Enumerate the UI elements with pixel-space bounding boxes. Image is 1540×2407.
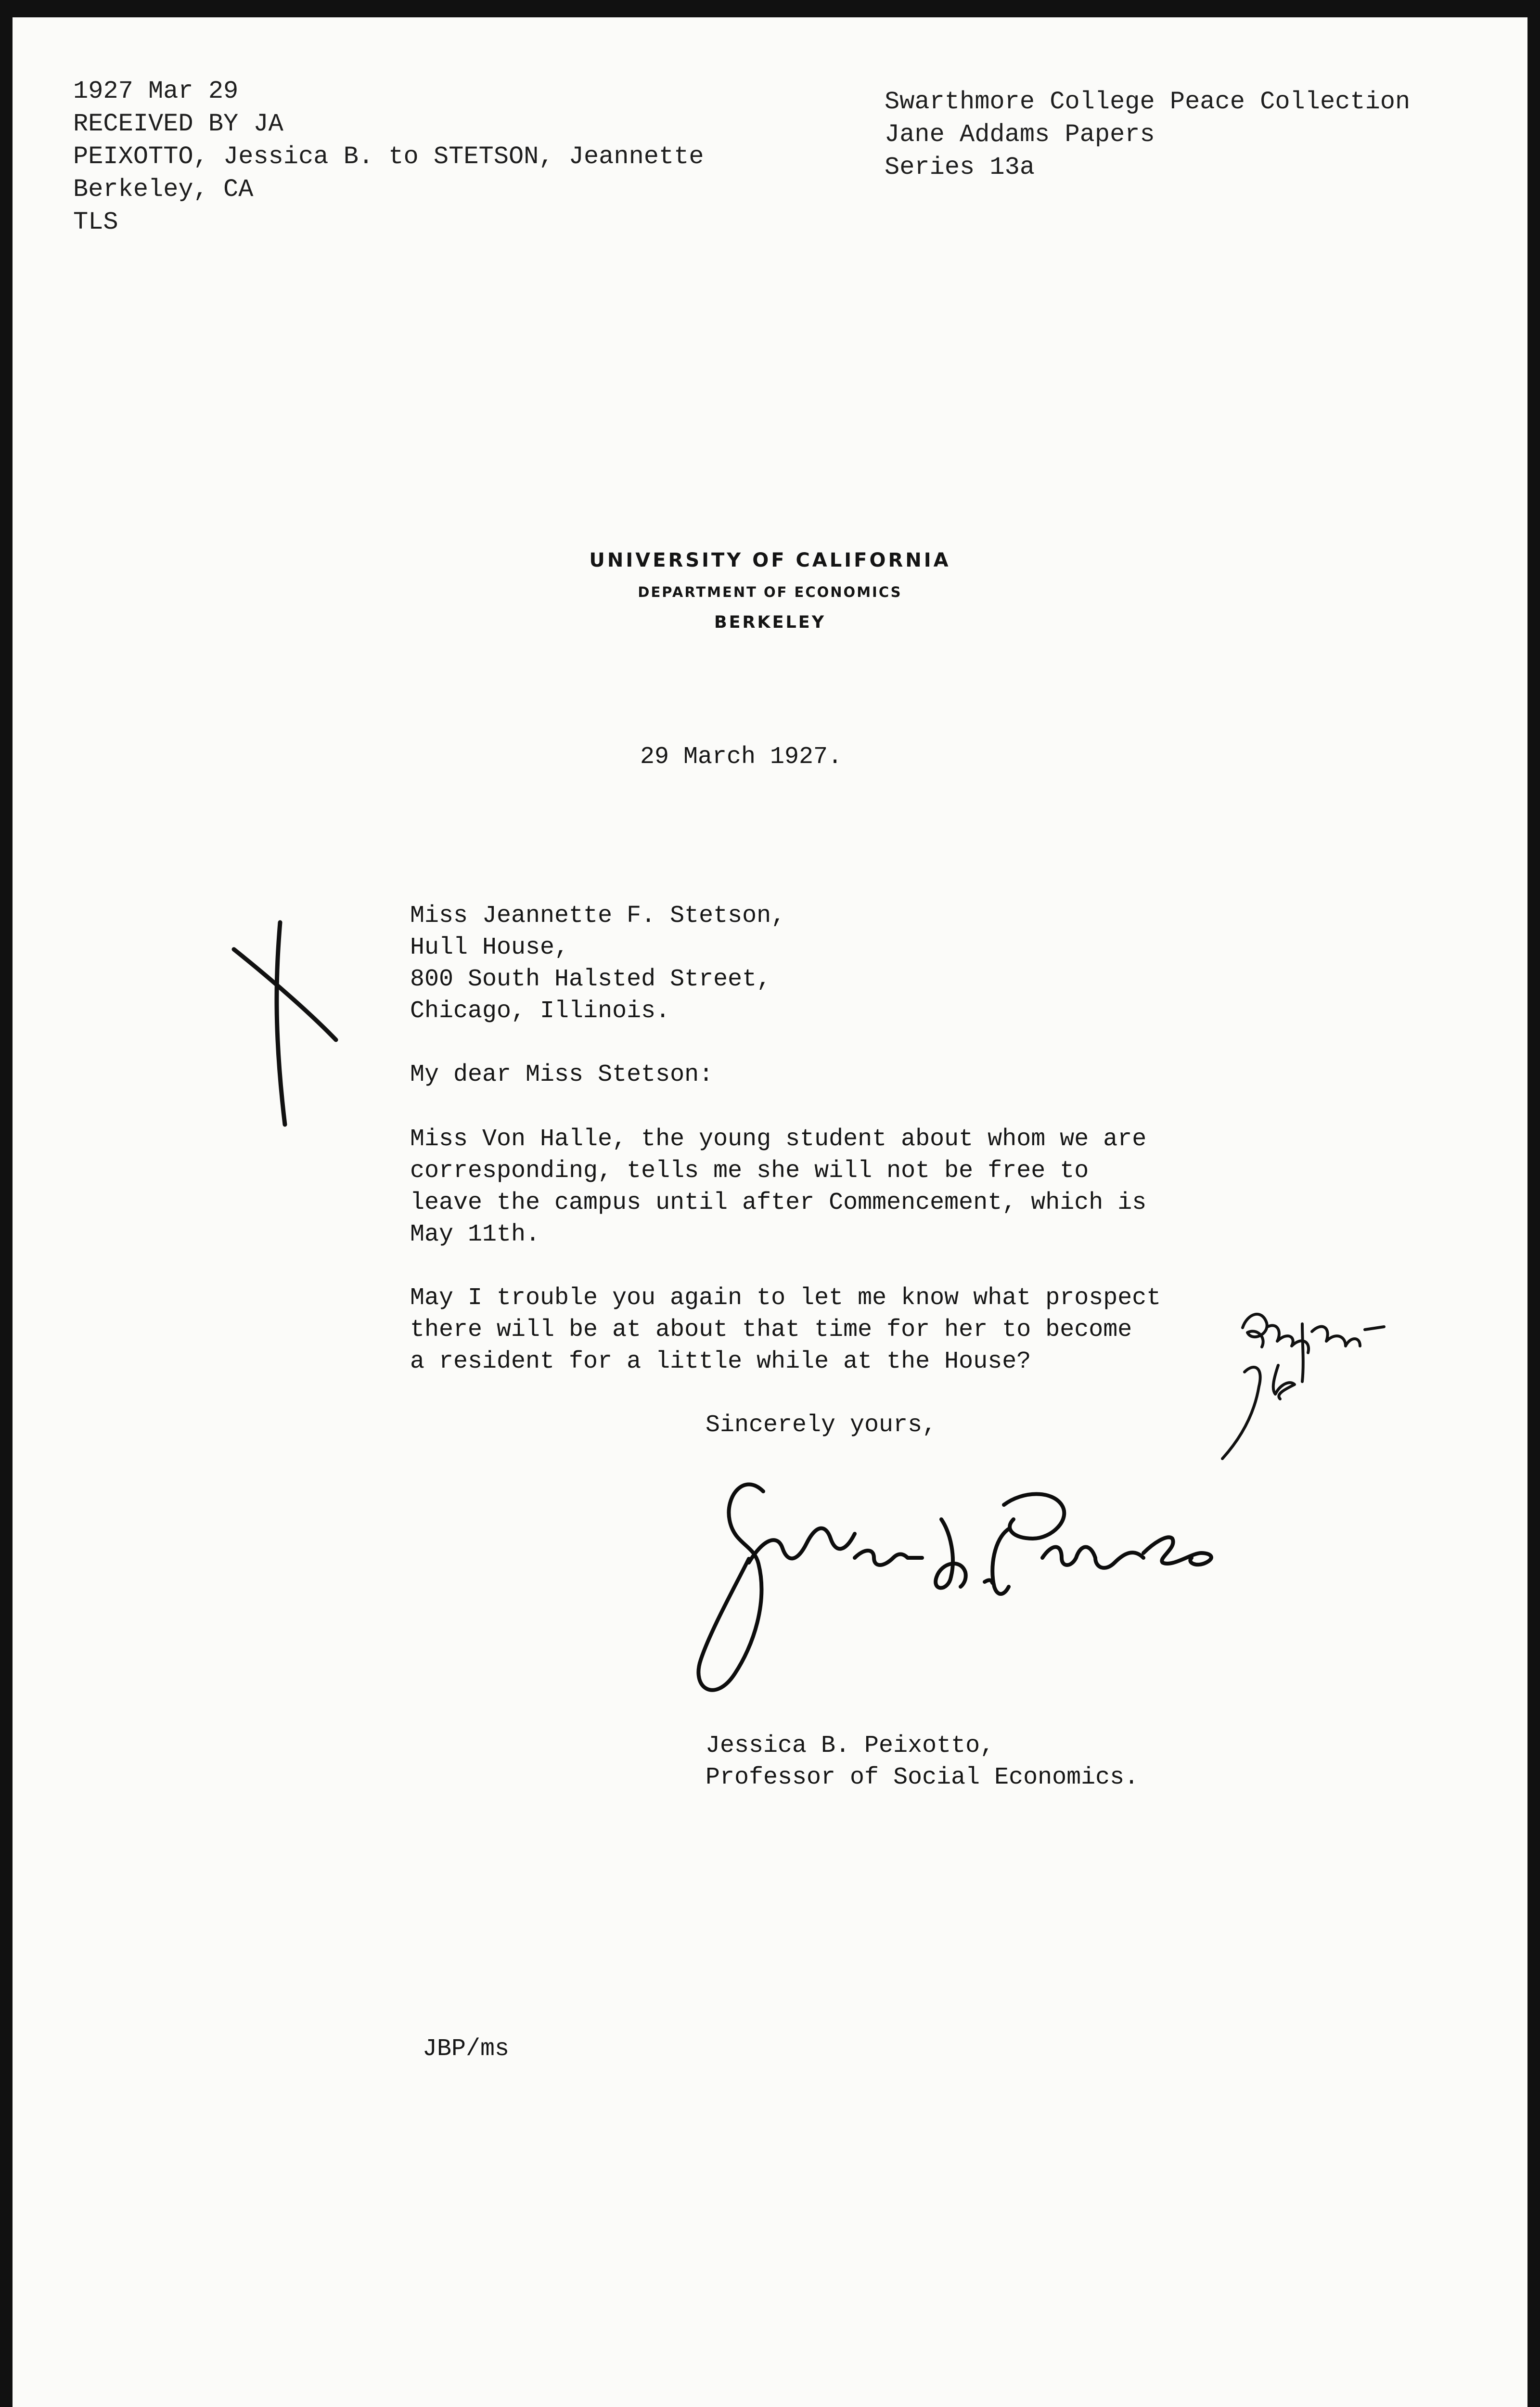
typist-initials: JBP/ms [423,2035,510,2063]
recipient-line: Hull House, [410,934,569,961]
letterhead-department: DEPARTMENT OF ECONOMICS [638,584,902,600]
margin-x-mark [234,922,336,1125]
paragraph-line: Miss Von Halle, the young student about whom we are [410,1126,1147,1153]
letterhead-city: BERKELEY [714,613,826,632]
archive-collection: Swarthmore College Peace Collection [885,88,1411,116]
archive-date: 1927 Mar 29 [73,77,239,105]
archive-series: Series 13a [885,153,1035,181]
signature [698,1484,1211,1690]
archive-place: Berkeley, CA [73,175,254,204]
paragraph-line: corresponding, tells me she will not be free to [410,1157,1089,1185]
signer-name: Jessica B. Peixotto, [706,1732,995,1760]
letter-date: 29 March 1927. [640,743,843,771]
archive-papers: Jane Addams Papers [885,120,1155,149]
recipient-line: Miss Jeannette F. Stetson, [410,902,786,930]
archive-type: TLS [73,208,118,236]
margin-note-accept [1222,1314,1384,1459]
recipient-line: 800 South Halsted Street, [410,966,771,993]
paragraph-line: May I trouble you again to let me know what prospect [410,1284,1161,1312]
signer-title: Professor of Social Economics. [706,1764,1139,1791]
paragraph-line: May 11th. [410,1221,540,1248]
archive-received: RECEIVED BY JA [73,110,283,138]
archive-correspondents: PEIXOTTO, Jessica B. to STETSON, Jeannette [73,142,704,171]
closing: Sincerely yours, [706,1411,937,1439]
letter-page [13,17,1527,2407]
recipient-line: Chicago, Illinois. [410,997,670,1025]
paragraph-line: there will be at about that time for her to become [410,1316,1132,1344]
letterhead-institution: UNIVERSITY OF CALIFORNIA [589,549,951,571]
paragraph-line: leave the campus until after Commencement, which is [410,1189,1147,1216]
handwriting-layer [13,17,1527,2407]
salutation: My dear Miss Stetson: [410,1061,714,1088]
paragraph-line: a resident for a little while at the House? [410,1348,1031,1375]
